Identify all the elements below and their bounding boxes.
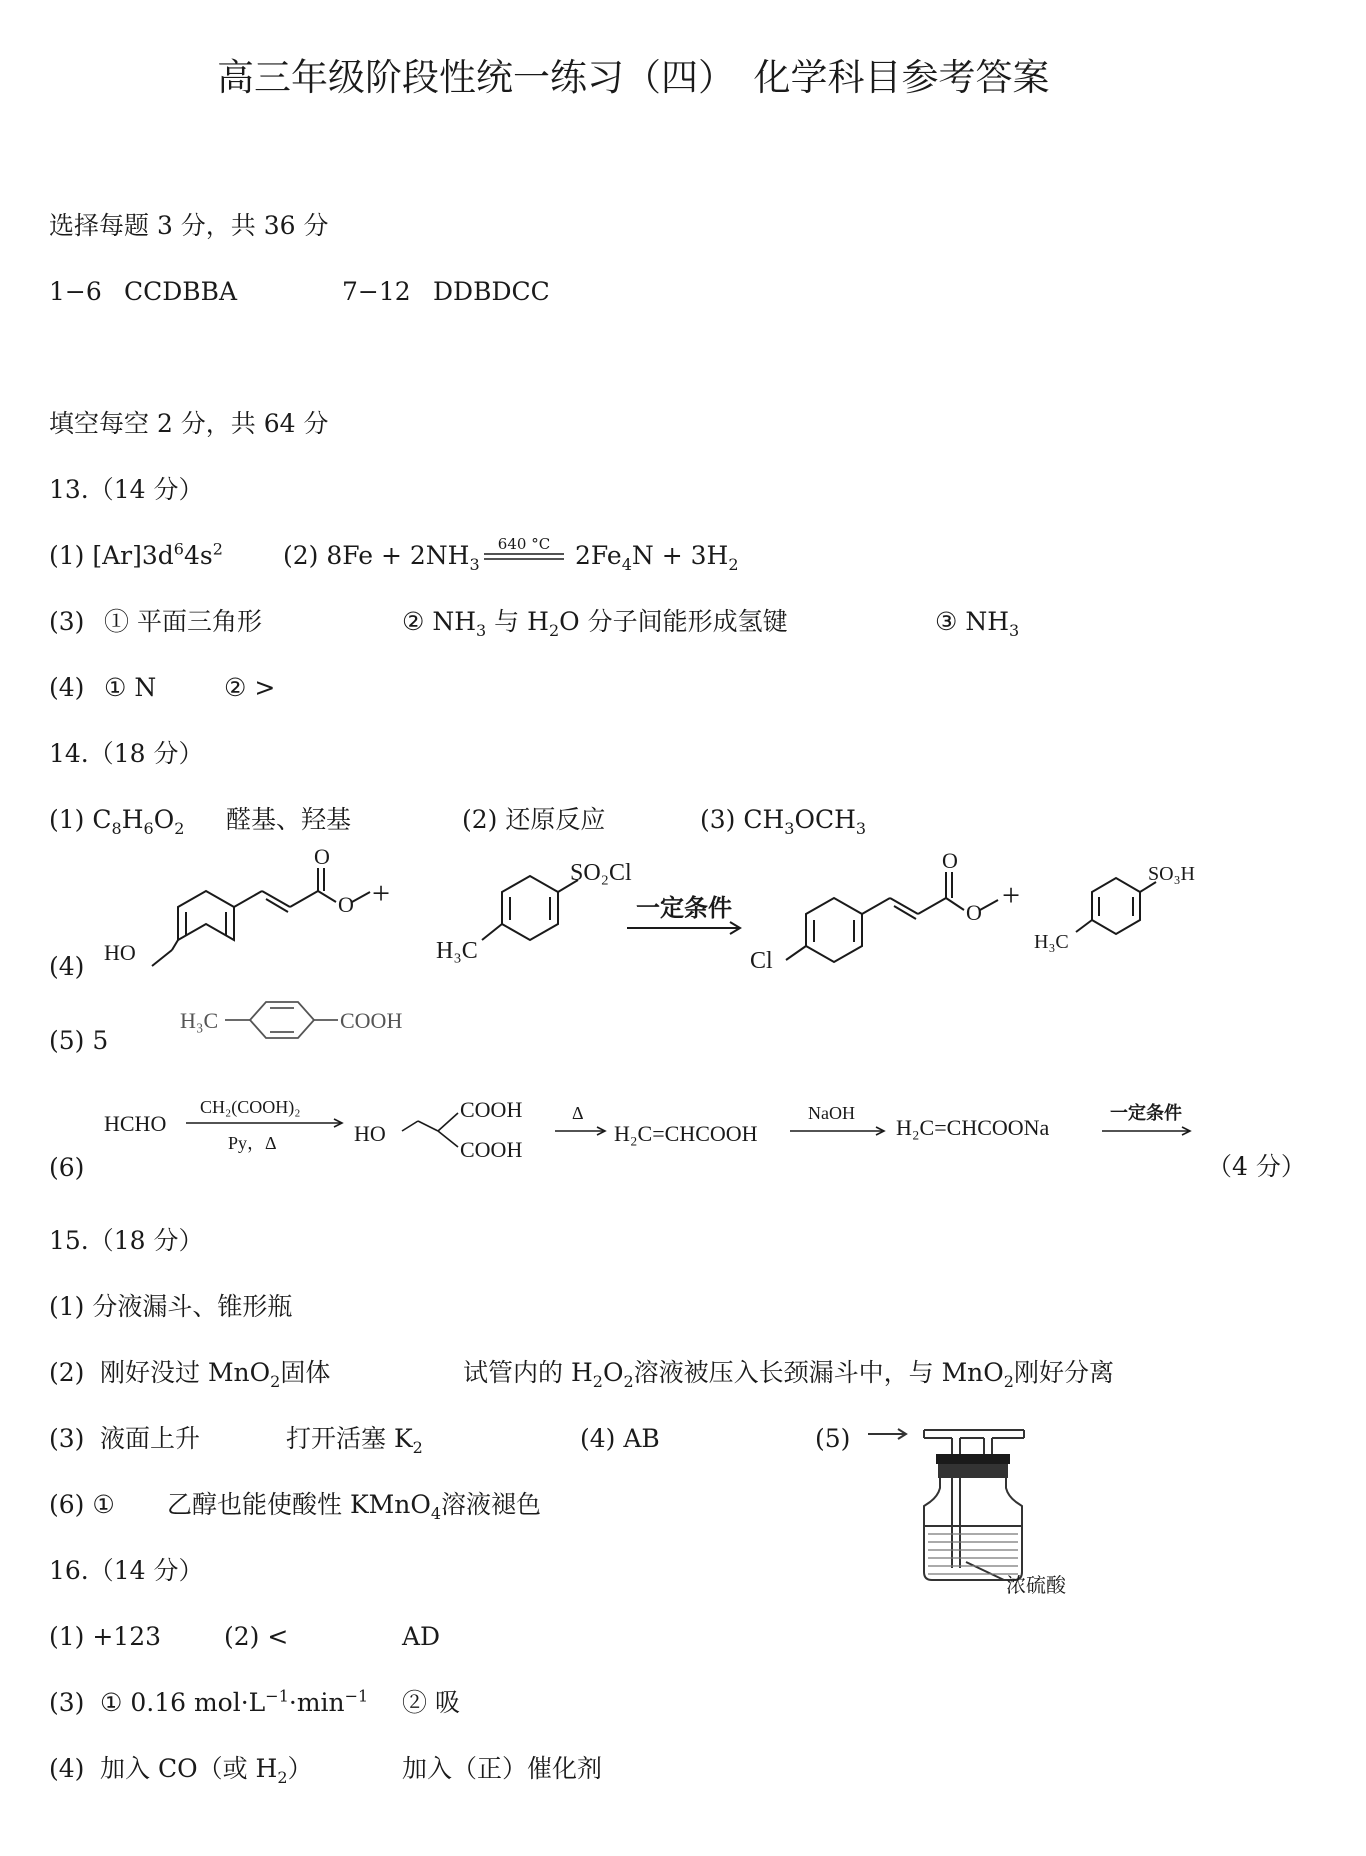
q14-part5-label: (5) 5 xyxy=(49,1026,109,1055)
q16-part3-label: (3) xyxy=(49,1688,85,1717)
q13-part1: (1) $[Ar]3d^64s^2$ xyxy=(49,539,223,570)
q14-part5-structure xyxy=(180,990,420,1050)
fill-header: 填空每空 2 分，共 64 分 xyxy=(49,409,329,438)
q14-p6-NaOH: NaOH xyxy=(808,1103,855,1123)
q16-part4-label: (4) xyxy=(49,1754,85,1783)
mc-range-2: 7−12 xyxy=(342,277,411,306)
q16-part4-answer1: 加入 CO（或 $H_2$） xyxy=(100,1754,313,1787)
q16-part3-answer1: ① 0.16 $mol\cdot L^{-1}\cdot\min^{-1}$ xyxy=(100,1686,369,1717)
q14-p4-carbonyl-O2: O xyxy=(942,848,958,873)
q14-p6-HCHO: HCHO xyxy=(104,1111,167,1136)
q13-part3-answer3: ③ $NH_3$ xyxy=(935,607,1020,640)
q16-part4-answer2: 加入（正）催化剂 xyxy=(402,1754,603,1783)
mc-header: 选择每题 3 分，共 36 分 xyxy=(49,211,329,240)
q14-p6-acrylic-acid: H₂C=CHCOOH xyxy=(614,1121,758,1146)
page-title: 高三年级阶段性统一练习（四） 化学科目参考答案 xyxy=(217,56,1050,99)
q14-p6-COOH-2: COOH xyxy=(460,1137,523,1162)
q15-part2-label: (2) xyxy=(49,1358,85,1387)
mc-answers-2: DDBDCC xyxy=(433,277,550,306)
q15-part4: (4) AB xyxy=(580,1424,660,1453)
q16-part2: (2) < xyxy=(224,1622,289,1651)
q15-p5-acid-label: 浓硫酸 xyxy=(1006,1575,1066,1597)
q15-part2-answer1: 刚好没过 MnO$_2$固体 xyxy=(100,1358,331,1391)
q14-p4-carbonyl-O1: O xyxy=(314,844,330,869)
q14-p6-HO: HO xyxy=(354,1121,386,1146)
q14-p4-H3C-2: H₃C xyxy=(1034,931,1069,953)
q14-p4-ester-O2: O xyxy=(966,900,982,925)
q14-p6-sodium-acrylate: H₂C=CHCOONa xyxy=(896,1115,1050,1140)
q15-p5-stopper xyxy=(938,1464,1008,1478)
q13-part4-answer1: ① N xyxy=(104,673,157,702)
q15-part3-label: (3) xyxy=(49,1424,85,1453)
mc-answers-1: CCDBBA xyxy=(124,277,238,306)
q14-part2: (2) 还原反应 xyxy=(462,805,606,834)
q15-part1: (1) 分液漏斗、锥形瓶 xyxy=(49,1292,293,1321)
q14-part1-groups: 醛基、羟基 xyxy=(226,805,352,834)
q14-part1-formula: (1) $C_8H_6O_2$ xyxy=(49,805,185,838)
q14-part6-score: （4 分） xyxy=(1207,1152,1306,1181)
q15-heading: 15.（18 分） xyxy=(49,1226,204,1255)
q13-reaction-condition: 640 °C xyxy=(497,535,551,553)
q14-p4-Cl: Cl xyxy=(750,948,773,974)
q14-p4-HO: HO xyxy=(104,940,136,965)
q16-heading: 16.（14 分） xyxy=(49,1556,204,1585)
q14-p6-heat: Δ xyxy=(572,1103,584,1123)
q14-p4-ester-O1: O xyxy=(338,892,354,917)
q16-part2-answer: AD xyxy=(402,1622,441,1651)
q13-heading: 13.（14 分） xyxy=(49,475,204,504)
q14-p6-COOH-1: COOH xyxy=(460,1097,523,1122)
q15-part3-answer1: 液面上升 xyxy=(100,1424,201,1453)
q14-p4-plus-1: + xyxy=(372,875,391,911)
q15-part2-answer2: 试管内的 $H_2O_2$溶液被压入长颈漏斗中，与 MnO$_2$刚好分离 xyxy=(463,1358,1114,1391)
q14-p4-condition: 一定条件 xyxy=(636,896,732,922)
q14-part3: (3) $CH_3OCH_3$ xyxy=(700,805,867,838)
q15-part6-label: (6) ① xyxy=(49,1490,115,1519)
q14-p6-condition4: 一定条件 xyxy=(1110,1103,1182,1123)
q13-part2-reactants: (2) $8Fe + 2NH_3$ xyxy=(283,541,480,574)
q14-p4-SO3H: SO₃H xyxy=(1148,863,1195,885)
q15-part5-label: (5) xyxy=(815,1424,851,1453)
q14-p6-reagent1: CH₂(COOH)₂ xyxy=(200,1097,301,1117)
q14-p4-SO2Cl: SO₂Cl xyxy=(570,860,632,886)
q14-part6-label: (6) xyxy=(49,1153,85,1182)
q15-part5-gas-washing-bottle xyxy=(864,1420,1084,1600)
q13-part3-label: (3) xyxy=(49,607,85,636)
q13-part3-answer1: ① 平面三角形 xyxy=(104,607,262,636)
q14-p6-condition1: Py，Δ xyxy=(228,1133,277,1153)
q15-part6-answer: 乙醇也能使酸性 KMnO$_4$溶液褪色 xyxy=(167,1490,542,1523)
q14-part6-synthesis-route xyxy=(100,1085,1240,1165)
q13-part2-products: $2Fe_4N + 3H_2$ xyxy=(575,541,739,574)
q13-part3-answer2: ② $NH_3$ 与 $H_2O$ 分子间能形成氢键 xyxy=(402,607,788,640)
q14-p4-H3C-1: H₃C xyxy=(436,938,478,964)
q14-p4-plus-2: + xyxy=(1002,877,1021,913)
q14-part4-label: (4) xyxy=(49,952,85,981)
q14-heading: 14.（18 分） xyxy=(49,739,204,768)
q15-part3-answer2: 打开活塞 $K_2$ xyxy=(286,1424,423,1457)
q14-p5-H3C: H₃C xyxy=(180,1008,219,1033)
q14-part4-reaction-scheme xyxy=(90,844,1290,980)
q13-part4-answer2: ② > xyxy=(224,673,276,702)
q13-part4-label: (4) xyxy=(49,673,85,702)
q14-p5-COOH: COOH xyxy=(340,1008,403,1033)
q16-part1: (1) +123 xyxy=(49,1622,162,1651)
q13-equals-sign xyxy=(484,553,566,561)
q16-part3-answer2: ② 吸 xyxy=(402,1688,460,1717)
mc-range-1: 1−6 xyxy=(49,277,102,306)
q15-p5-stopper-band xyxy=(936,1454,1010,1464)
